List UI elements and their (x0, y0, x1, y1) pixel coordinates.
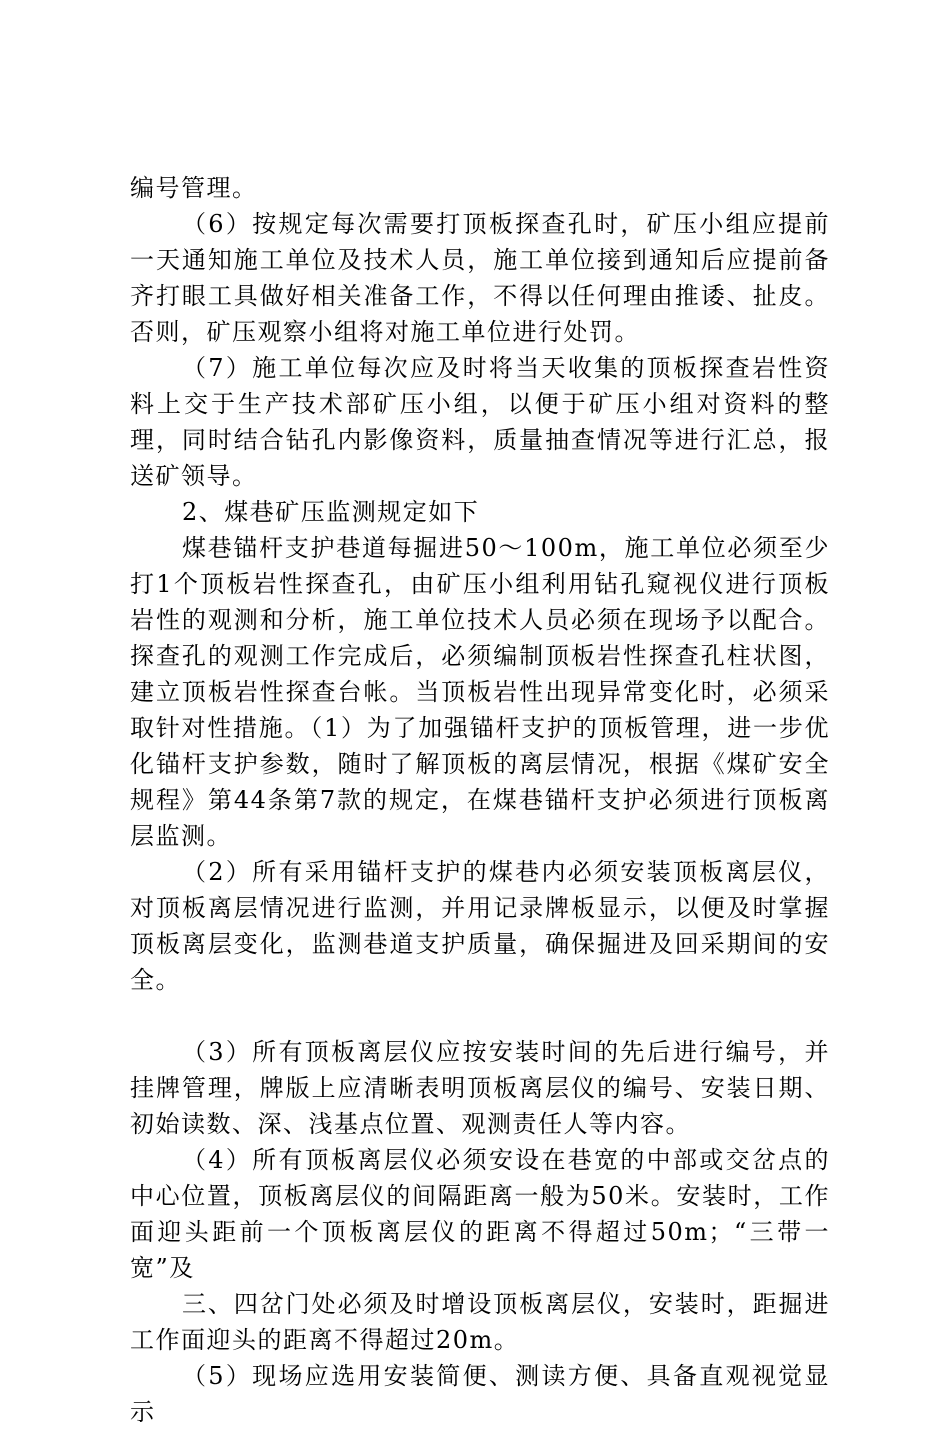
paragraph-item-3: （3）所有顶板离层仪应按安装时间的先后进行编号，并挂牌管理，牌版上应清晰表明顶板离层仪的编号、安装日期、初始读数、深、浅基点位置、观测责任人等内容。 (130, 1038, 830, 1138)
paragraph-item-2: （2）所有采用锚杆支护的煤巷内必须安装顶板离层仪，对顶板离层情况进行监测，并用记录牌板显示，以便及时掌握顶板离层变化，监测巷道支护质量，确保掘进及回采期间的安全。 (130, 858, 830, 994)
paragraph-continuation: 编号管理。 (130, 174, 258, 202)
paragraph-item-7: （7）施工单位每次应及时将当天收集的顶板探查岩性资料上交于生产技术部矿压小组，以便于矿压小组对资料的整理，同时结合钻孔内影像资料，质量抽查情况等进行汇总，报送矿领导。 (130, 354, 830, 490)
paragraph-coal-roadway-body: 煤巷锚杆支护巷道每掘进50～100m，施工单位必须至少打1个顶板岩性探查孔，由矿压小组利用钻孔窥视仪进行顶板岩性的观测和分析，施工单位技术人员必须在现场予以配合。探查孔的观测工作完成后，必须编制顶板岩性探查孔柱状图，建立顶板岩性探查台帐。当顶板岩性出现异常变化时，必须采取针对性措施。（1）为了加强锚杆支护的顶板管理，进一步优化锚杆支护参数，随时了解顶板的离层情况，根据《煤矿安全规程》第44条第7款的规定，在煤巷锚杆支护必须进行顶板离层监测。 (130, 534, 830, 850)
paragraph-item-4: （4）所有顶板离层仪必须安设在巷宽的中部或交岔点的中心位置，顶板离层仪的间隔距离一般为50米。安装时，工作面迎头距前一个顶板离层仪的距离不得超过50m；“三带一宽”及 (130, 1146, 830, 1282)
paragraph-item-5: （5）现场应选用安装简便、测读方便、具备直观视觉显示 (130, 1362, 830, 1426)
blank-line (130, 998, 830, 1034)
section-heading-coal-roadway: 2、煤巷矿压监测规定如下 (182, 498, 480, 526)
paragraph-forks: 三、四岔门处必须及时增设顶板离层仪，安装时，距掘进工作面迎头的距离不得超过20m。 (130, 1290, 830, 1354)
paragraph-item-6: （6）按规定每次需要打顶板探查孔时，矿压小组应提前一天通知施工单位及技术人员，施工单位接到通知后应提前备齐打眼工具做好相关准备工作，不得以任何理由推诿、扯皮。否则，矿压观察小组将对施工单位进行处罚。 (130, 210, 830, 346)
document-body (130, 170, 830, 1430)
